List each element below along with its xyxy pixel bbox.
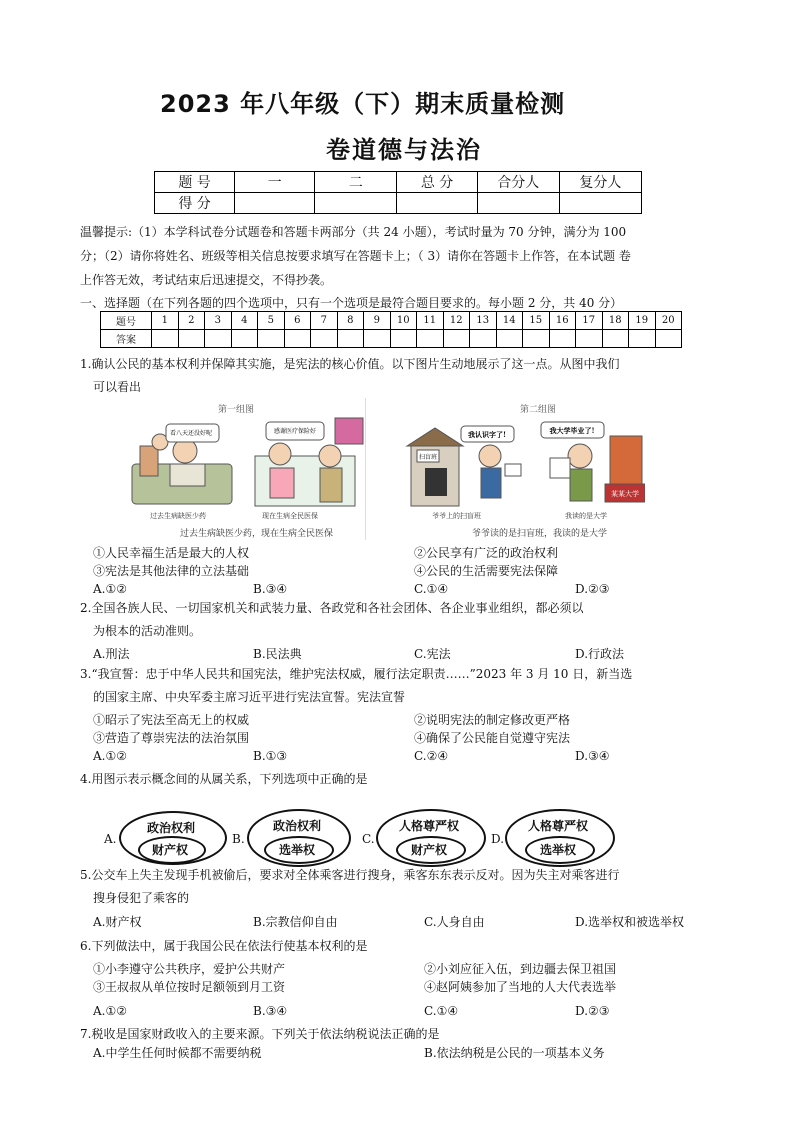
page-subtitle: 卷道德与法治 — [326, 136, 482, 164]
question-5-stem-cont: 搜身侵犯了乘客的 — [93, 891, 190, 905]
answer-cell[interactable] — [523, 330, 550, 348]
q7-choice-b[interactable]: B.依法纳税是公民的一项基本义务 — [424, 1046, 605, 1060]
question-1-stem-cont: 可以看出 — [93, 380, 142, 394]
education-cartoon — [405, 416, 645, 516]
q2-choice-d[interactable]: D.行政法 — [575, 647, 625, 661]
answer-row-label: 答案 — [101, 330, 152, 348]
q3-choice-c[interactable]: C.②④ — [414, 749, 449, 763]
answer-cell[interactable] — [576, 330, 603, 348]
q4-choice-d[interactable]: D. — [491, 832, 505, 846]
group1-label: 第一组图 — [218, 405, 255, 415]
q3-option-3: ③营造了尊崇宪法的法治氛围 — [93, 731, 250, 745]
question-7-stem: 7.税收是国家财政收入的主要来源。下列关于依法纳税说法正确的是 — [80, 1027, 440, 1041]
q6-choice-d[interactable]: D.②③ — [575, 1004, 610, 1018]
answer-cell[interactable] — [602, 330, 629, 348]
q6-option-3: ③王叔叔从单位按时足额领到月工资 — [93, 980, 286, 994]
subcaption-1: 过去生病缺医少药，现在生病全民医保 — [180, 529, 334, 539]
q5-choice-c[interactable]: C.人身自由 — [424, 915, 485, 929]
question-2-stem-cont: 为根本的活动准则。 — [93, 624, 202, 638]
answer-cell[interactable] — [205, 330, 232, 348]
q4-a-inner-label: 财产权 — [151, 843, 188, 857]
answer-cell[interactable] — [258, 330, 285, 348]
score-header-cell: 合分人 — [477, 172, 559, 193]
caption-3: 爷爷上的扫盲班 — [432, 512, 481, 520]
answer-number-cell: 15 — [523, 312, 550, 330]
score-table — [154, 171, 642, 214]
answer-number-cell: 3 — [205, 312, 232, 330]
q4-c-outer-label: 人格尊严权 — [398, 819, 459, 833]
tips-line: 上作答无效，考试结束后迅速提交，不得抄袭。 — [80, 273, 333, 287]
q1-choice-a[interactable]: A.①② — [93, 582, 127, 596]
score-cell[interactable] — [397, 193, 477, 214]
tips-line: 分；（2）请你将姓名、班级等相关信息按要求填写在答题卡上；（ 3）请你在答题卡上作答，在本试题 卷 — [80, 249, 631, 263]
answer-cell[interactable] — [364, 330, 391, 348]
answer-number-cell: 16 — [549, 312, 576, 330]
q6-choice-c[interactable]: C.①④ — [424, 1004, 459, 1018]
answer-number-cell: 20 — [655, 312, 682, 330]
answer-cell[interactable] — [311, 330, 338, 348]
q4-c-inner-label: 财产权 — [410, 843, 447, 857]
q6-option-1: ①小李遵守公共秩序，爱护公共财产 — [93, 962, 286, 976]
answer-number-cell: 2 — [178, 312, 205, 330]
q4-d-outer-label: 人格尊严权 — [527, 819, 588, 833]
q1-choice-b[interactable]: B.③④ — [253, 582, 288, 596]
answer-number-cell: 17 — [576, 312, 603, 330]
q1-option-2: ②公民享有广泛的政治权利 — [414, 546, 559, 560]
score-cell[interactable] — [559, 193, 641, 214]
answer-table — [100, 311, 682, 348]
score-cell[interactable] — [235, 193, 315, 214]
answer-number-cell: 10 — [390, 312, 417, 330]
answer-number-cell: 14 — [496, 312, 523, 330]
class-sign: 扫盲班 — [418, 454, 438, 461]
q2-choice-c[interactable]: C.宪法 — [414, 647, 451, 661]
q3-option-4: ④确保了公民能自觉遵守宪法 — [414, 731, 571, 745]
q4-b-outer-label: 政治权利 — [272, 819, 321, 833]
q1-option-3: ③宪法是其他法律的立法基础 — [93, 564, 250, 578]
answer-cell[interactable] — [178, 330, 205, 348]
answer-cell[interactable] — [655, 330, 682, 348]
answer-number-cell: 4 — [231, 312, 258, 330]
question-3-stem-cont: 的国家主席、中央军委主席习近平进行宪法宣誓。宪法宣誓 — [93, 690, 406, 704]
answer-number-cell: 11 — [417, 312, 444, 330]
q6-choice-a[interactable]: A.①② — [93, 1004, 127, 1018]
q7-choice-a[interactable]: A.中学生任何时候都不需要纳税 — [93, 1046, 262, 1060]
answer-cell[interactable] — [337, 330, 364, 348]
page-title: 2023 年八年级（下）期末质量检测 — [160, 90, 566, 118]
answer-cell[interactable] — [231, 330, 258, 348]
answer-cell[interactable] — [417, 330, 444, 348]
bubble-2: 感谢医疗保险好 — [273, 428, 317, 435]
answer-number-cell: 7 — [311, 312, 338, 330]
answer-cell[interactable] — [152, 330, 179, 348]
q3-choice-a[interactable]: A.①② — [93, 749, 127, 763]
q6-option-4: ④赵阿姨参加了当地的人大代表选举 — [424, 980, 617, 994]
section-heading: 一、选择题（在下列各题的四个选项中，只有一个选项是最符合题目要求的。每小题 2 分，共 40 分） — [80, 296, 623, 310]
answer-cell[interactable] — [443, 330, 470, 348]
question-4-stem: 4.用图示表示概念间的从属关系，下列选项中正确的是 — [80, 772, 368, 786]
score-header-cell: 一 — [235, 172, 315, 193]
q4-choice-b[interactable]: B. — [232, 832, 245, 846]
divider — [365, 398, 366, 540]
q5-choice-b[interactable]: B.宗教信仰自由 — [253, 915, 338, 929]
q3-option-1: ①昭示了宪法至高无上的权威 — [93, 713, 250, 727]
score-header-cell: 复分人 — [559, 172, 641, 193]
q6-option-2: ②小刘应征入伍，到边疆去保卫祖国 — [424, 962, 617, 976]
score-header-cell: 题 号 — [155, 172, 235, 193]
question-2-stem: 2.全国各族人民、一切国家机关和武装力量、各政党和各社会团体、各企业事业组织，都必须以 — [80, 601, 584, 615]
subcaption-2: 爷爷读的是扫盲班，我读的是大学 — [472, 529, 608, 539]
q3-option-2: ②说明宪法的制定修改更严格 — [414, 713, 571, 727]
q4-a-outer-label: 政治权利 — [146, 821, 195, 835]
bubble-3: 我认识字了! — [467, 430, 507, 439]
group2-label: 第二组图 — [520, 405, 557, 415]
answer-cell[interactable] — [284, 330, 311, 348]
question-3-stem: 3.“我宣誓：忠于中华人民共和国宪法，维护宪法权威，履行法定职责……”2023 年 3 月 10 日，新当选 — [80, 667, 633, 681]
q5-choice-d[interactable]: D.选举权和被选举权 — [575, 915, 685, 929]
q4-d-inner-label: 选举权 — [539, 843, 576, 857]
answer-cell[interactable] — [629, 330, 656, 348]
answer-cell[interactable] — [549, 330, 576, 348]
score-row-label: 得 分 — [155, 193, 235, 214]
school-sign: 某某大学 — [611, 490, 639, 498]
tips-line: 温馨提示:（1）本学科试卷分试题卷和答题卡两部分（共 24 小题），考试时量为 70 分钟，满分为 100 — [80, 225, 627, 239]
q2-choice-b[interactable]: B.民法典 — [253, 647, 302, 661]
q1-option-4: ④公民的生活需要宪法保障 — [414, 564, 559, 578]
q5-choice-a[interactable]: A.财产权 — [93, 915, 142, 929]
q3-choice-b[interactable]: B.①③ — [253, 749, 288, 763]
question-6-stem: 6.下列做法中，属于我国公民在依法行使基本权利的是 — [80, 939, 368, 953]
answer-number-cell: 8 — [337, 312, 364, 330]
answer-number-cell: 19 — [629, 312, 656, 330]
score-header-cell: 总 分 — [397, 172, 477, 193]
q2-choice-a[interactable]: A.刑法 — [93, 647, 130, 661]
score-cell[interactable] — [315, 193, 397, 214]
caption-1: 过去生病缺医少药 — [150, 512, 206, 520]
answer-number-cell: 1 — [152, 312, 179, 330]
answer-number-cell: 6 — [284, 312, 311, 330]
answer-number-cell: 12 — [443, 312, 470, 330]
question-1-illustration — [120, 398, 650, 543]
q1-option-1: ①人民幸福生活是最大的人权 — [93, 546, 250, 560]
answer-cell[interactable] — [390, 330, 417, 348]
score-header-cell: 二 — [315, 172, 397, 193]
q4-b-inner-label: 选举权 — [278, 843, 315, 857]
q1-choice-c[interactable]: C.①④ — [414, 582, 449, 596]
medical-cartoon — [130, 416, 365, 521]
q4-choice-c[interactable]: C. — [362, 832, 375, 846]
q1-choice-d[interactable]: D.②③ — [575, 582, 610, 596]
answer-cell[interactable] — [496, 330, 523, 348]
question-1-stem: 1.确认公民的基本权利并保障其实施，是宪法的核心价值。以下图片生动地展示了这一点。从图中我们 — [80, 357, 620, 371]
q6-choice-b[interactable]: B.③④ — [253, 1004, 288, 1018]
answer-number-cell: 13 — [470, 312, 497, 330]
answer-header-label: 题号 — [101, 312, 152, 330]
score-cell[interactable] — [477, 193, 559, 214]
q4-choice-a[interactable]: A. — [104, 832, 117, 846]
caption-4: 我读的是大学 — [565, 512, 607, 520]
answer-number-cell: 5 — [258, 312, 285, 330]
answer-number-cell: 18 — [602, 312, 629, 330]
q3-choice-d[interactable]: D.③④ — [575, 749, 610, 763]
question-5-stem: 5.公交车上失主发现手机被偷后，要求对全体乘客进行搜身，乘客东东表示反对。因为失主对乘客进行 — [80, 868, 620, 882]
answer-number-cell: 9 — [364, 312, 391, 330]
bubble-4: 我大学毕业了! — [549, 426, 595, 435]
caption-2: 现在生病全民医保 — [262, 512, 318, 520]
answer-cell[interactable] — [470, 330, 497, 348]
bubble-1: 看八天还没好呢 — [169, 430, 213, 437]
